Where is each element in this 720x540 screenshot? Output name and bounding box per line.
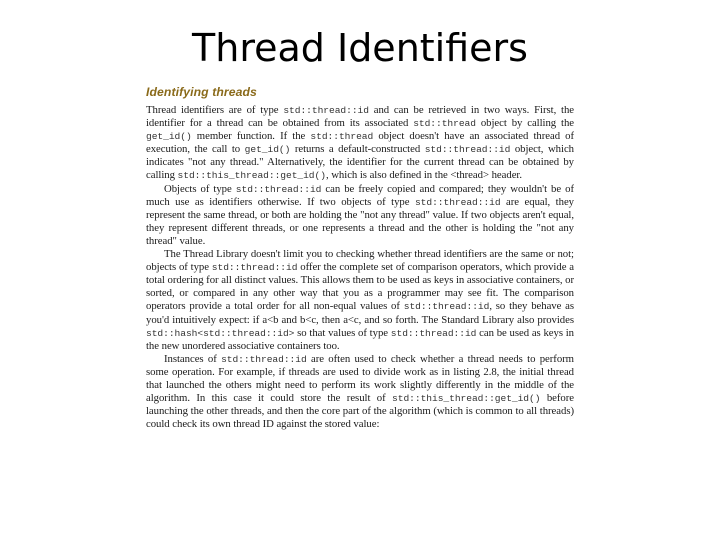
scanned-book-page bbox=[146, 84, 574, 520]
text-run: Objects of type bbox=[164, 182, 236, 195]
text-run: before launching the other threads, and then the core part of the algorithm (which is common to all threads) could check its own thread ID against the stored value: bbox=[146, 392, 574, 431]
code-run: std::thread::id bbox=[390, 327, 477, 339]
text-run: are often used to check whether a thread needs to perform some operation. For example, if threads are used to divide work as in listing 2.8, the initial thread that launched the others might need to perform its work slightly differently in the middle of the algorithm. In this case it could store the result of bbox=[146, 352, 574, 405]
text-run: can be used as keys in the new unordered associative containers too. bbox=[146, 326, 574, 352]
text-run: , so they behave as you'd intuitively expect: if a<b and b<c, then a<c, and so forth. The Standard Library also provides bbox=[146, 300, 574, 326]
code-run: std::this_thread::get_id() bbox=[392, 393, 541, 405]
code-run: std::this_thread::get_id() bbox=[177, 170, 326, 182]
text-run: object doesn't have an associated thread of execution, the call to bbox=[146, 130, 574, 156]
text-run: can be freely copied and compared; they wouldn't be of much use as identifiers otherwise. If two objects of type bbox=[146, 182, 574, 208]
paragraph-1 bbox=[146, 104, 574, 183]
text-run: returns a default-constructed bbox=[290, 143, 425, 156]
section-heading: Identifying threads bbox=[146, 85, 257, 99]
code-run: get_id() bbox=[146, 131, 192, 143]
code-run: std::thread bbox=[413, 118, 476, 130]
text-run: are equal, they represent the same thread, or both are holding the "not any thread" value. If two objects aren't equal, they represent different threads, or one represents a thread and the other is holding the "not any thread" value. bbox=[146, 195, 574, 247]
text-run: member function. If the bbox=[191, 130, 311, 143]
paragraph-3 bbox=[146, 248, 574, 353]
code-run: std::thread::id bbox=[283, 105, 369, 116]
code-run: std::thread::id bbox=[424, 144, 511, 156]
text-run: object, which indicates "not any thread." Alternatively, the identifier for the current thread can be obtained by calling bbox=[146, 143, 574, 182]
text-run: object by calling the bbox=[475, 117, 574, 130]
code-run: std::thread::id bbox=[403, 301, 490, 313]
code-run: std::hash<std::thread::id> bbox=[146, 327, 295, 339]
text-run: , which is also defined in the <thread> header. bbox=[325, 169, 522, 182]
code-run: std::thread::id bbox=[211, 262, 298, 274]
text-run: Instances of bbox=[164, 352, 222, 365]
code-run: std::thread bbox=[310, 131, 374, 143]
paragraph-2 bbox=[146, 183, 574, 248]
text-run: The Thread Library doesn't limit you to checking whether thread identifiers are the same or not; objects of type bbox=[146, 248, 574, 274]
code-run: get_id() bbox=[244, 144, 291, 156]
text-run: offer the complete set of comparison operators, which provide a total ordering for all distinct values. This allows them to be used as keys in associative containers, or sorted, or compared in any other way that you as a programmer may see fit. The comparison operators provide a total order for all non-equal values of bbox=[146, 261, 574, 313]
paragraph-4 bbox=[146, 353, 574, 432]
code-run: std::thread::id bbox=[221, 353, 307, 365]
text-run: so that values of type bbox=[294, 326, 391, 339]
text-run: Thread identifiers are of type bbox=[146, 104, 284, 116]
code-run: std::thread::id bbox=[235, 183, 322, 195]
slide-title: Thread Identifiers bbox=[192, 26, 528, 70]
text-run: and can be retrieved in two ways. First, the identifier for a thread can be obtained from its associated bbox=[146, 104, 574, 130]
code-run: std::thread::id bbox=[414, 196, 501, 208]
